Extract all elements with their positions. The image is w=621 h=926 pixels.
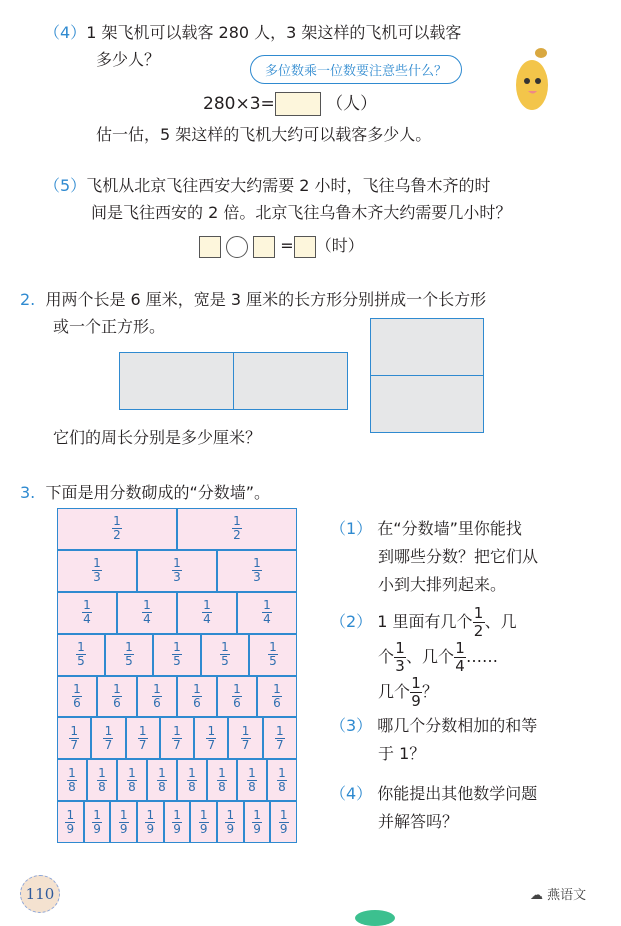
fraction-brick: 1 9 bbox=[244, 801, 271, 843]
answer-box[interactable] bbox=[253, 236, 275, 258]
square-bottom bbox=[370, 375, 484, 433]
fraction-brick: 1 3 bbox=[217, 550, 297, 592]
wall-row-1-4 bbox=[57, 592, 297, 634]
q4-equation bbox=[203, 89, 377, 116]
fraction-brick: 1 9 bbox=[137, 801, 164, 843]
p2-line1 bbox=[20, 287, 486, 310]
fraction-brick: 1 9 bbox=[57, 801, 84, 843]
fraction-brick: 1 7 bbox=[91, 717, 125, 759]
fraction-brick: 1 7 bbox=[160, 717, 194, 759]
fraction-brick: 1 7 bbox=[194, 717, 228, 759]
p3-q4 bbox=[330, 780, 537, 836]
fraction-brick: 1 2 bbox=[177, 508, 297, 550]
fraction-brick: 1 7 bbox=[57, 717, 91, 759]
q-label: （4） bbox=[330, 784, 373, 803]
q-text: 、几 bbox=[484, 612, 517, 631]
q5-text: 飞机从北京飞往西安大约需要 2 小时，飞往乌鲁木齐的时 bbox=[86, 176, 491, 195]
q-text: 于 1？ bbox=[378, 744, 426, 763]
page-number: 110 bbox=[20, 875, 60, 913]
unit: （时） bbox=[315, 236, 364, 255]
q-text: 个 bbox=[378, 647, 395, 666]
fraction-brick: 1 7 bbox=[126, 717, 160, 759]
fraction-brick: 1 7 bbox=[263, 717, 297, 759]
wall-row-1-3 bbox=[57, 550, 297, 592]
fraction-brick: 1 8 bbox=[147, 759, 177, 801]
p3-label: 3. bbox=[20, 483, 36, 502]
fraction-brick: 1 3 bbox=[57, 550, 137, 592]
fraction-brick: 1 5 bbox=[57, 634, 105, 676]
wechat-icon: ☁ bbox=[530, 888, 548, 903]
answer-box[interactable] bbox=[275, 92, 321, 116]
q4-line1 bbox=[44, 20, 461, 43]
fraction-brick: 1 6 bbox=[177, 676, 217, 718]
q-label: （2） bbox=[330, 612, 373, 631]
fraction-brick: 1 5 bbox=[105, 634, 153, 676]
q-text: 哪几个分数相加的和等 bbox=[377, 716, 538, 735]
q5-label: （5） bbox=[44, 176, 87, 195]
p3-q2 bbox=[330, 605, 517, 710]
rectangle-b bbox=[233, 352, 348, 410]
fraction-brick: 1 7 bbox=[228, 717, 262, 759]
watermark-text: 燕语文 bbox=[547, 888, 587, 903]
fraction-1-2: $\frac{1}{2}$ bbox=[473, 604, 484, 640]
fraction-brick: 1 8 bbox=[237, 759, 267, 801]
fraction-brick: 1 9 bbox=[190, 801, 217, 843]
fraction-brick: 1 6 bbox=[57, 676, 97, 718]
fraction-brick: 1 9 bbox=[84, 801, 111, 843]
speech-bubble: 多位数乘一位数要注意些什么？ bbox=[250, 55, 462, 84]
fraction-brick: 1 2 bbox=[57, 508, 177, 550]
fraction-brick: 1 6 bbox=[137, 676, 177, 718]
fraction-1-3: $\frac{1}{3}$ bbox=[395, 639, 405, 675]
wall-row-1-9 bbox=[57, 801, 297, 843]
fraction-wall bbox=[57, 508, 297, 843]
wall-row-1-6 bbox=[57, 676, 297, 718]
q5-line1 bbox=[44, 173, 491, 196]
q5-line2: 间是飞往西安的 2 倍。北京飞往乌鲁木齐大约需要几小时？ bbox=[91, 203, 512, 222]
q-label: （1） bbox=[330, 519, 373, 538]
p2-label: 2. bbox=[20, 290, 36, 309]
q4-text: 1 架飞机可以载客 280 人，3 架这样的飞机可以载客 bbox=[86, 23, 462, 42]
fraction-brick: 1 4 bbox=[117, 592, 177, 634]
q5-equation bbox=[199, 233, 364, 258]
fraction-brick: 1 4 bbox=[177, 592, 237, 634]
fraction-1-9: $\frac{1}{9}$ bbox=[411, 674, 421, 710]
p2-text: 用两个长是 6 厘米，宽是 3 厘米的长方形分别拼成一个长方形 bbox=[45, 290, 487, 309]
square-top bbox=[370, 318, 484, 376]
rectangle-a bbox=[119, 352, 234, 410]
q4-line2: 多少人？ bbox=[96, 50, 161, 69]
wall-row-1-8 bbox=[57, 759, 297, 801]
p3-q3 bbox=[330, 712, 537, 768]
p2-line2: 或一个正方形。 bbox=[53, 317, 166, 336]
q4-label: （4） bbox=[44, 23, 87, 42]
fraction-brick: 1 8 bbox=[117, 759, 147, 801]
wall-row-1-2 bbox=[57, 508, 297, 550]
fraction-brick: 1 5 bbox=[153, 634, 201, 676]
fraction-brick: 1 9 bbox=[110, 801, 137, 843]
fraction-brick: 1 6 bbox=[217, 676, 257, 718]
wall-row-1-5 bbox=[57, 634, 297, 676]
q-text: 你能提出其他数学问题 bbox=[377, 784, 538, 803]
p3-q1 bbox=[330, 515, 538, 599]
p3-text: 下面是用分数砌成的“分数墙”。 bbox=[45, 483, 271, 502]
q-text: 并解答吗？ bbox=[378, 812, 459, 831]
unit: （人） bbox=[326, 94, 378, 114]
fraction-brick: 1 6 bbox=[97, 676, 137, 718]
q-text: …… bbox=[466, 647, 499, 666]
wall-row-1-7 bbox=[57, 717, 297, 759]
q-text: 小到大排列起来。 bbox=[378, 575, 507, 594]
answer-box[interactable] bbox=[199, 236, 221, 258]
q-text: ？ bbox=[422, 682, 439, 701]
fraction-brick: 1 9 bbox=[164, 801, 191, 843]
fraction-brick: 1 6 bbox=[257, 676, 297, 718]
fraction-1-4: $\frac{1}{4}$ bbox=[455, 639, 465, 675]
fraction-brick: 1 5 bbox=[201, 634, 249, 676]
fraction-brick: 1 8 bbox=[267, 759, 297, 801]
p2-question: 它们的周长分别是多少厘米？ bbox=[53, 428, 262, 447]
fraction-brick: 1 5 bbox=[249, 634, 297, 676]
fraction-brick: 1 3 bbox=[137, 550, 217, 592]
q-text: 到哪些分数？把它们从 bbox=[378, 547, 539, 566]
fraction-brick: 1 9 bbox=[270, 801, 297, 843]
q-label: （3） bbox=[330, 716, 373, 735]
fraction-brick: 1 4 bbox=[237, 592, 297, 634]
fraction-brick: 1 4 bbox=[57, 592, 117, 634]
fraction-brick: 1 8 bbox=[87, 759, 117, 801]
equals: = bbox=[280, 236, 294, 255]
q-text: 在“分数墙”里你能找 bbox=[377, 519, 522, 538]
answer-box[interactable] bbox=[294, 236, 316, 258]
q-text: 、几个 bbox=[406, 647, 455, 666]
equation-text: 280×3= bbox=[203, 94, 275, 114]
fraction-brick: 1 8 bbox=[57, 759, 87, 801]
fraction-brick: 1 8 bbox=[207, 759, 237, 801]
watermark bbox=[530, 884, 586, 903]
fraction-brick: 1 8 bbox=[177, 759, 207, 801]
potato-mascot-icon bbox=[510, 45, 560, 117]
operator-circle[interactable] bbox=[226, 236, 248, 258]
p3-title bbox=[20, 480, 270, 503]
fraction-brick: 1 9 bbox=[217, 801, 244, 843]
decoration-shape bbox=[355, 910, 395, 926]
q-text: 几个 bbox=[378, 682, 411, 701]
q-text: 1 里面有几个 bbox=[377, 612, 473, 631]
q4-estimate: 估一估，5 架这样的飞机大约可以载客多少人。 bbox=[96, 125, 432, 144]
